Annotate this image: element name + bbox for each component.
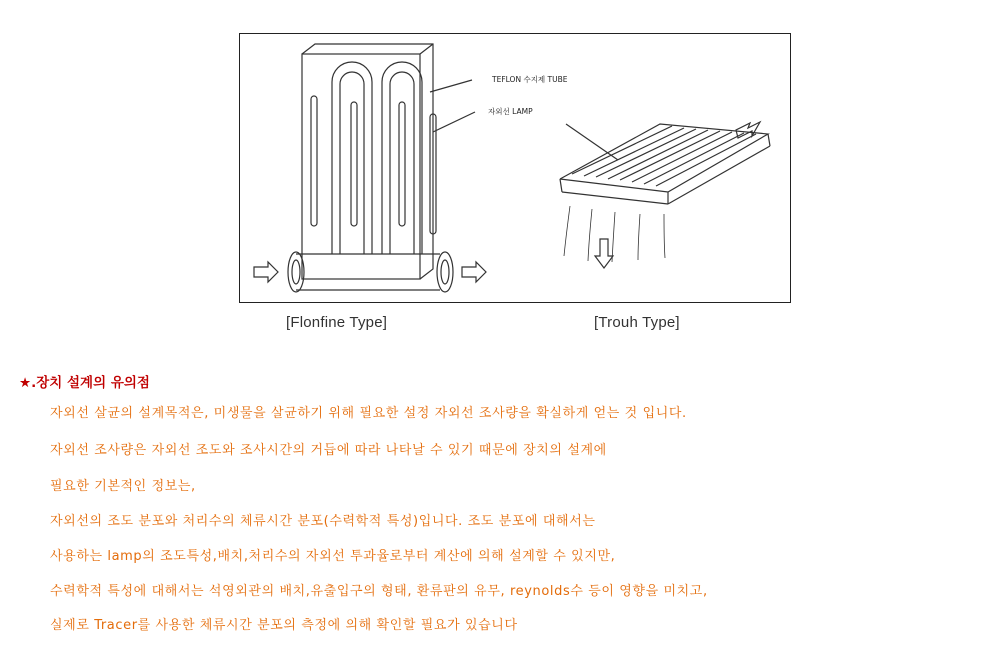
body-line: 자외선 조사량은 자외선 조도와 조사시간의 거듭에 따라 나타날 수 있기 때문에 장치의 설계에 [50, 443, 607, 458]
body-line: 실제로 Tracer를 사용한 체류시간 분포의 측정에 의해 확인할 필요가 있습니다 [50, 618, 518, 633]
uv-device-figure [239, 33, 791, 303]
section-heading: ★.장치 설계의 유의점 [19, 375, 150, 391]
flonfine-caption: [Flonfine Type] [286, 314, 388, 331]
body-line: 사용하는 lamp의 조도특성,배치,처리수의 자외선 투과율로부터 계산에 의해 설계할 수 있지만, [50, 549, 616, 564]
body-line: 자외선의 조도 분포와 처리수의 체류시간 분포(수력학적 특성)입니다. 조도 분포에 대해서는 [50, 514, 596, 529]
trough-unit-drawing [560, 122, 770, 268]
body-line: 자외선 살균의 설계목적은, 미생물을 살균하기 위해 필요한 설정 자외선 조사량을 확실하게 얻는 것 입니다. [50, 406, 687, 421]
trough-caption: [Trouh Type] [594, 314, 680, 331]
teflon-tube-label: TEFLON 수지제 TUBE [492, 75, 568, 84]
body-line: 수력학적 특성에 대해서는 석영외관의 배치,유출입구의 형태, 환류판의 유무, reynolds수 등이 영향을 미치고, [50, 584, 708, 599]
flonfine-unit-drawing [254, 44, 486, 292]
uv-lamp-label: 자외선 LAMP [488, 107, 533, 116]
body-line: 필요한 기본적인 정보는, [50, 479, 196, 494]
